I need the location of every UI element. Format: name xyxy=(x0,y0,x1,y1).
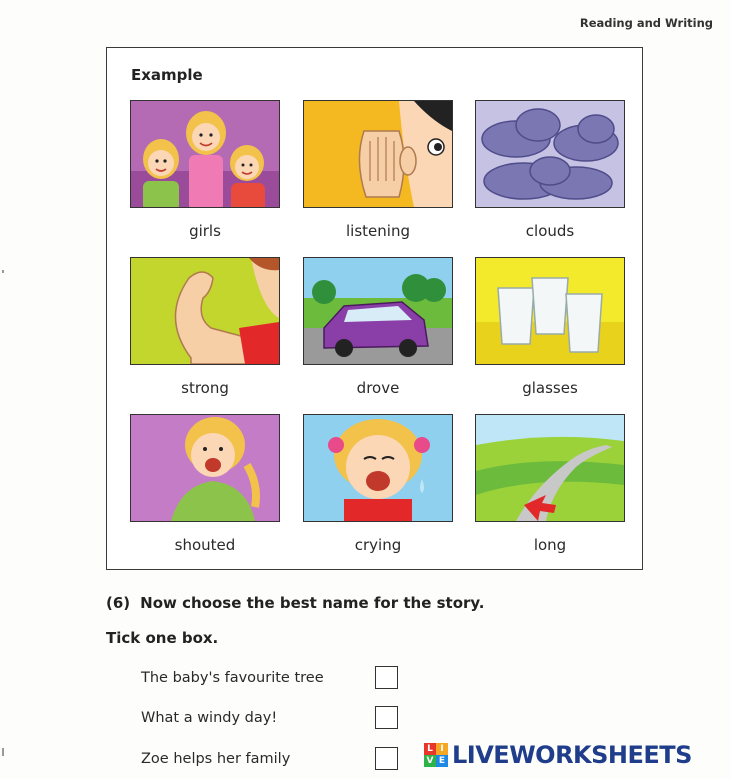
long-picture xyxy=(475,414,625,522)
word-label: strong xyxy=(181,379,229,397)
logo-letter: E xyxy=(436,755,448,767)
example-cell-girls xyxy=(130,100,280,240)
example-cell-shouted xyxy=(130,414,280,554)
liveworksheets-logo xyxy=(424,740,692,770)
example-cell-glasses xyxy=(475,257,625,397)
example-frame xyxy=(106,47,643,570)
word-label: glasses xyxy=(522,379,578,397)
option-label: Zoe helps her family xyxy=(141,751,291,767)
option-label: The baby's favourite tree xyxy=(141,670,324,686)
example-cell-drove xyxy=(303,257,453,397)
scan-mark xyxy=(2,270,4,273)
word-label: shouted xyxy=(174,536,236,554)
logo-letter: I xyxy=(436,743,448,755)
word-label: drove xyxy=(356,379,400,397)
strong-picture xyxy=(130,257,280,365)
logo-letter: L xyxy=(424,743,436,755)
example-cell-long xyxy=(475,414,625,554)
option-checkbox-2[interactable] xyxy=(375,706,398,729)
example-cell-listening xyxy=(303,100,453,240)
girls-picture xyxy=(130,100,280,208)
word-label: listening xyxy=(346,222,410,240)
word-label: girls xyxy=(189,222,221,240)
option-label: What a windy day! xyxy=(141,710,278,726)
example-cell-clouds xyxy=(475,100,625,240)
listening-picture xyxy=(303,100,453,208)
word-label: clouds xyxy=(525,222,575,240)
word-label: crying xyxy=(354,536,402,554)
logo-mark-icon xyxy=(424,743,448,767)
option-checkbox-3[interactable] xyxy=(375,747,398,770)
example-cell-crying xyxy=(303,414,453,554)
clouds-picture xyxy=(475,100,625,208)
question-instruction: Tick one box. xyxy=(106,629,219,647)
example-cell-strong xyxy=(130,257,280,397)
logo-letter: V xyxy=(424,755,436,767)
word-label: long xyxy=(533,536,567,554)
scan-mark xyxy=(2,748,4,756)
option-checkbox-1[interactable] xyxy=(375,666,398,689)
question-heading xyxy=(106,594,485,612)
drove-picture xyxy=(303,257,453,365)
crying-picture xyxy=(303,414,453,522)
question-number: (6) xyxy=(106,594,131,612)
logo-text: LIVEWORKSHEETS xyxy=(452,741,692,769)
question-text: Now choose the best name for the story. xyxy=(140,594,485,612)
glasses-picture xyxy=(475,257,625,365)
section-header: Reading and Writing xyxy=(579,16,713,30)
shouted-picture xyxy=(130,414,280,522)
example-title: Example xyxy=(131,66,203,84)
